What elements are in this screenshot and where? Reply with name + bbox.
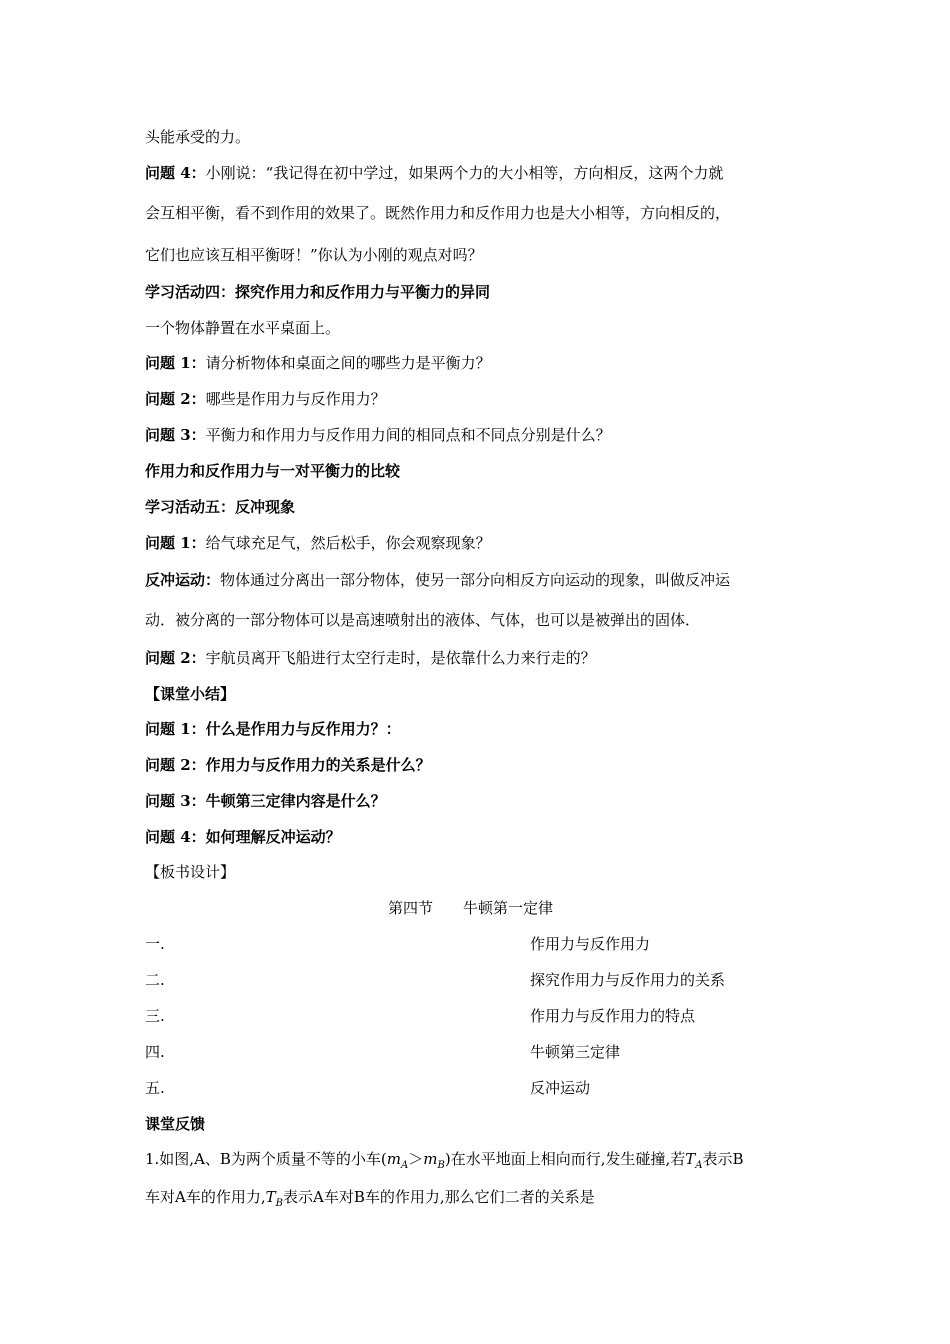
- board-title: [388, 898, 553, 918]
- summary-question-3: 问题 3：牛顿第三定律内容是什么？: [145, 792, 386, 810]
- question-text: 平衡力和作用力与反作用力间的相同点和不同点分别是什么？: [205, 426, 611, 444]
- activity-4-question-2: [145, 389, 386, 409]
- board-row-text: 探究作用力与反作用力的关系: [530, 971, 726, 989]
- question-4: [145, 163, 723, 183]
- comparison-heading: 作用力和反作用力与一对平衡力的比较: [145, 462, 401, 480]
- text-line: 会互相平衡，看不到作用的效果了。既然作用力和反作用力也是大小相等，方向相反的，: [145, 204, 731, 222]
- activity-4-heading: 学习活动四：探究作用力和反作用力与平衡力的异同: [145, 283, 491, 301]
- question-text: 请分析物体和桌面之间的哪些力是平衡力？: [205, 354, 491, 372]
- board-row-num: 五.: [145, 1079, 165, 1097]
- problem-text: 车对A车的作用力,: [145, 1188, 266, 1206]
- question-label: 问题 3：: [145, 426, 206, 444]
- problem-text: 表示B: [702, 1150, 744, 1168]
- recoil-definition: [145, 570, 730, 590]
- board-row-text: 作用力与反作用力: [530, 935, 651, 953]
- summary-question-2: 问题 2：作用力与反作用力的关系是什么？: [145, 756, 431, 774]
- question-text: 哪些是作用力与反作用力？: [205, 390, 386, 408]
- math-t-b: $T_B$: [265, 1188, 283, 1209]
- question-label: 问题 1：: [145, 534, 206, 552]
- question-text: 给气球充足气，然后松手，你会观察现象？: [205, 534, 491, 552]
- board-row-text: 作用力与反作用力的特点: [530, 1007, 696, 1025]
- text-line: 它们也应该互相平衡呀！”你认为小刚的观点对吗？: [145, 246, 483, 264]
- math-t-a: $T_A$: [685, 1150, 703, 1171]
- math-m-a: $m_A$: [386, 1150, 409, 1171]
- problem-text: )在水平地面上相向而行,发生碰撞,若: [444, 1150, 686, 1168]
- problem-text: 1.如图,A、B为两个质量不等的小车(: [145, 1150, 387, 1168]
- board-row-text: 反冲运动: [530, 1079, 591, 1097]
- board-row-num: 二.: [145, 971, 165, 989]
- activity-5-question-2: [145, 648, 596, 668]
- question-text: 小刚说：“我记得在初中学过，如果两个力的大小相等，方向相反，这两个力就: [205, 164, 724, 182]
- summary-question-1: 问题 1：什么是作用力与反作用力？：: [145, 720, 401, 738]
- board-title-name: 牛顿第一定律: [463, 899, 554, 917]
- board-heading: 【板书设计】: [145, 863, 236, 881]
- board-row-text: 牛顿第三定律: [530, 1043, 621, 1061]
- board-row-num: 一.: [145, 935, 165, 953]
- question-label: 问题 2：: [145, 649, 206, 667]
- problem-text: 表示A车对B车的作用力,那么它们二者的关系是: [282, 1188, 595, 1206]
- summary-question-4: 问题 4：如何理解反冲运动？: [145, 828, 341, 846]
- board-title-section: 第四节: [388, 899, 434, 917]
- math-m-b: $m_B$: [423, 1150, 445, 1171]
- math-gt: ＞: [408, 1150, 424, 1168]
- question-text: 宇航员离开飞船进行太空行走时，是依靠什么力来行走的？: [205, 649, 596, 667]
- problem-1-line-1: [145, 1149, 744, 1176]
- activity-4-question-1: [145, 353, 491, 373]
- text-line: 头能承受的力。: [145, 128, 251, 146]
- activity-5-question-1: [145, 533, 491, 553]
- question-label: 问题 2：: [145, 390, 206, 408]
- activity-4-question-3: [145, 425, 611, 445]
- activity-5-heading: 学习活动五：反冲现象: [145, 498, 296, 516]
- problem-1-line-2: [145, 1187, 595, 1214]
- summary-heading: 【课堂小结】: [145, 685, 236, 703]
- board-row-num: 四.: [145, 1043, 165, 1061]
- feedback-heading: 课堂反馈: [145, 1115, 206, 1133]
- question-label: 问题 1：: [145, 354, 206, 372]
- text-line: 一个物体静置在水平桌面上。: [145, 319, 341, 337]
- term-text: 物体通过分离出一部分物体，使另一部分向相反方向运动的现象，叫做反冲运: [220, 571, 731, 589]
- question-label: 问题 4：: [145, 164, 206, 182]
- board-row-num: 三.: [145, 1007, 165, 1025]
- text-line: 动．被分离的一部分物体可以是高速喷射出的液体、气体，也可以是被弹出的固体．: [145, 611, 701, 629]
- term-label: 反冲运动：: [145, 571, 221, 589]
